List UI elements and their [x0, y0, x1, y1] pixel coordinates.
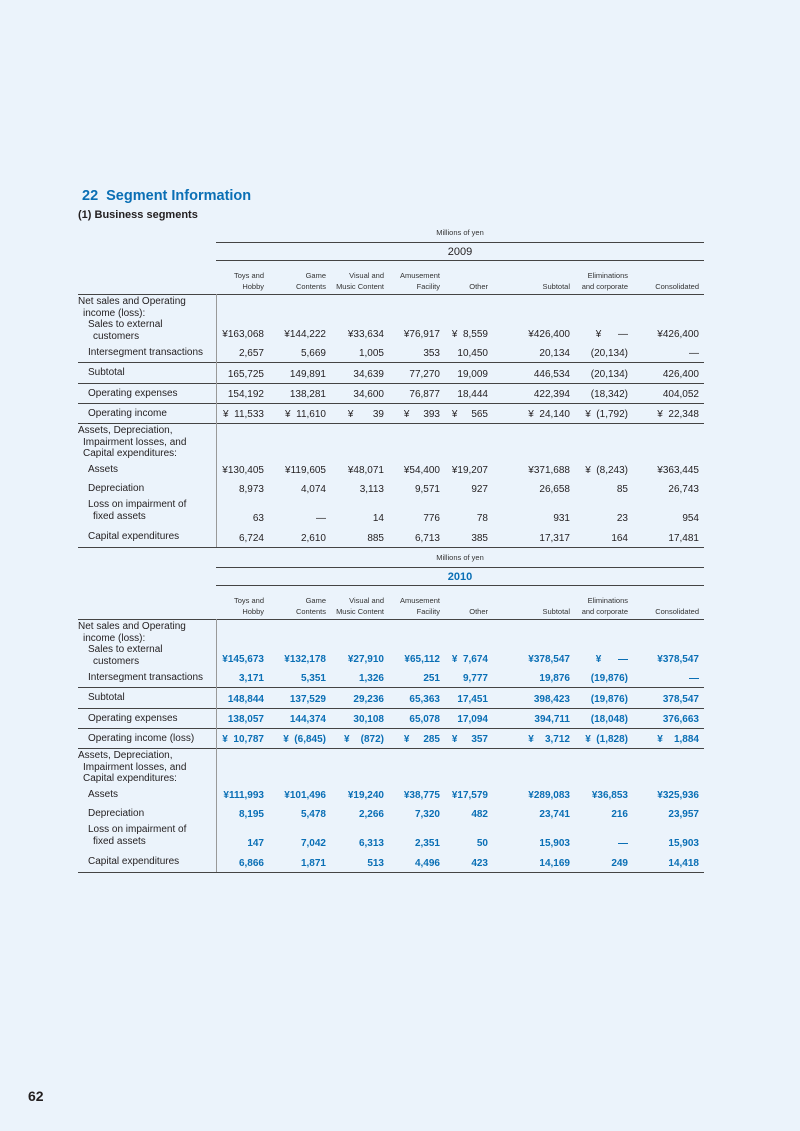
- table-cell: 446,534: [533, 369, 570, 380]
- row-label-line: Subtotal: [88, 692, 125, 703]
- table-cell: 927: [471, 484, 488, 495]
- row-label-line: Capital expenditures:: [83, 773, 177, 784]
- table-cell: 404,052: [662, 389, 699, 400]
- table-cell: 78: [476, 513, 488, 524]
- table-cell: 137,529: [289, 694, 326, 705]
- column-header-line: [542, 271, 570, 282]
- header-divider: [216, 294, 217, 547]
- row-label-line: income (loss):: [83, 632, 146, 644]
- table-cell: 2,266: [358, 809, 384, 820]
- table-cell: 147: [247, 838, 264, 849]
- table-cell: 15,903: [539, 838, 570, 849]
- page-number: 62: [28, 1088, 44, 1104]
- table-cell: 776: [423, 513, 440, 524]
- row-label: [78, 531, 214, 543]
- column-header-line: Contents: [295, 281, 326, 291]
- column-header: [234, 596, 264, 617]
- row-label: [78, 692, 214, 704]
- header-divider: [216, 619, 217, 872]
- table-cell: ¥54,400: [403, 465, 440, 476]
- row-label: [78, 425, 214, 460]
- table-cell: 423: [471, 858, 488, 869]
- table-cell: 138,281: [289, 389, 326, 400]
- table-cell: 10,450: [457, 348, 488, 359]
- table-cell: —: [316, 513, 326, 524]
- row-label-line: Net sales and Operating: [78, 621, 186, 632]
- table-row: [78, 460, 704, 479]
- column-header: [582, 271, 628, 292]
- row-label-line: income (loss):: [83, 307, 146, 319]
- table-row: [78, 479, 704, 498]
- row-label-line: Sales to external: [88, 319, 163, 330]
- row-label-line: Intersegment transactions: [88, 672, 204, 683]
- row-label: [78, 347, 214, 359]
- column-header-line: Music Content: [336, 281, 384, 291]
- table-cell: 138,057: [227, 714, 264, 725]
- table-cell: ¥ 39: [347, 409, 384, 420]
- table-cell: 513: [367, 858, 384, 869]
- table-cell: ¥378,547: [657, 654, 699, 665]
- table-cell: ¥48,071: [347, 465, 384, 476]
- table-cell: ¥325,936: [657, 790, 699, 801]
- section-heading: Segment Information: [106, 188, 252, 204]
- table-cell: 1,326: [358, 673, 384, 684]
- table-row: [78, 384, 704, 404]
- table-cell: (20,134): [590, 369, 628, 380]
- column-header: [469, 596, 488, 617]
- table-cell: (18,048): [590, 714, 628, 725]
- column-header: [400, 596, 440, 617]
- table-row: [78, 804, 704, 823]
- column-header-line: Facility: [416, 281, 440, 291]
- table-cell: (18,342): [590, 389, 628, 400]
- row-label-line: Capital expenditures: [88, 531, 180, 542]
- table-cell: 154,192: [227, 389, 264, 400]
- table-cell: ¥ 11,533: [223, 409, 264, 420]
- row-label-line: Sales to external: [88, 644, 163, 655]
- column-header-line: Visual and: [349, 596, 384, 605]
- table-cell: 30,108: [353, 714, 384, 725]
- row-label-line: customers: [93, 655, 140, 667]
- table-cell: 353: [423, 348, 440, 359]
- table-cell: ¥132,178: [284, 654, 326, 665]
- table-cell: ¥ 11,610: [285, 409, 326, 420]
- column-header-line: Game: [305, 271, 326, 280]
- table-cell: 251: [423, 673, 440, 684]
- units-label: Millions of yen: [436, 228, 484, 237]
- table-cell: ¥ (872): [343, 734, 384, 745]
- column-header-line: and corporate: [581, 606, 628, 616]
- table-cell: ¥ 393: [403, 409, 440, 420]
- column-header-line: [469, 271, 488, 282]
- column-header-line: Game: [305, 596, 326, 605]
- column-header-line: Amusement: [399, 271, 440, 280]
- table-cell: ¥ 7,674: [451, 654, 488, 665]
- table-row: [78, 785, 704, 804]
- row-label-line: Operating expenses: [88, 388, 178, 399]
- table-row: [78, 424, 704, 460]
- table-cell: 20,134: [539, 348, 570, 359]
- table-cell: ¥130,405: [222, 465, 264, 476]
- table-cell: —: [689, 348, 699, 359]
- column-header-line: Contents: [295, 606, 326, 616]
- table-cell: 376,663: [662, 714, 699, 725]
- table-body: [78, 294, 704, 548]
- table-cell: ¥363,445: [657, 465, 699, 476]
- column-header-line: Hobby: [242, 606, 264, 616]
- table-cell: 17,481: [668, 533, 699, 544]
- row-label-line: Impairment losses, and: [83, 761, 187, 773]
- table-cell: 6,713: [414, 533, 440, 544]
- row-label-line: Intersegment transactions: [88, 347, 204, 358]
- section-number: 22: [82, 188, 99, 204]
- table-cell: ¥ 8,559: [451, 329, 488, 340]
- table-cell: (19,876): [590, 694, 628, 705]
- table-cell: 65,363: [409, 694, 440, 705]
- table-cell: 6,724: [238, 533, 264, 544]
- row-label-line: Capital expenditures: [88, 856, 180, 867]
- table-cell: ¥289,083: [528, 790, 570, 801]
- column-header-line: Other: [469, 606, 488, 616]
- units-label: Millions of yen: [436, 553, 484, 562]
- table-cell: ¥ (8,243): [585, 465, 628, 476]
- column-header: [655, 271, 699, 292]
- table-row: [78, 823, 704, 852]
- table-cell: 29,236: [353, 694, 384, 705]
- row-label: [78, 367, 214, 379]
- column-header-line: Consolidated: [655, 281, 699, 291]
- row-label-line: Depreciation: [88, 808, 145, 819]
- table-cell: ¥19,240: [347, 790, 384, 801]
- table-cell: 17,094: [457, 714, 488, 725]
- table-cell: 216: [611, 809, 628, 820]
- row-label: [78, 621, 214, 667]
- table-cell: 931: [553, 513, 570, 524]
- row-label-line: Subtotal: [88, 367, 125, 378]
- table-cell: ¥36,853: [591, 790, 628, 801]
- table-cell: ¥ (1,828): [585, 734, 628, 745]
- table-row: [78, 343, 704, 363]
- table-row: [78, 295, 704, 343]
- table-cell: 8,195: [238, 809, 264, 820]
- table-cell: ¥ 285: [403, 734, 440, 745]
- table-cell: 385: [471, 533, 488, 544]
- row-label: [78, 408, 214, 420]
- column-header: [336, 596, 384, 617]
- table-cell: 398,423: [533, 694, 570, 705]
- table-cell: ¥144,222: [284, 329, 326, 340]
- column-header-line: Music Content: [336, 606, 384, 616]
- column-header-line: Amusement: [399, 596, 440, 605]
- table-cell: 2,351: [414, 838, 440, 849]
- table-cell: 65,078: [409, 714, 440, 725]
- table-row: [78, 363, 704, 384]
- table-cell: ¥ (1,792): [585, 409, 628, 420]
- row-label-line: customers: [93, 330, 140, 342]
- table-cell: 1,871: [300, 858, 326, 869]
- row-label-line: Assets, Depreciation,: [78, 425, 173, 436]
- table-cell: 149,891: [289, 369, 326, 380]
- table-cell: 26,658: [539, 484, 570, 495]
- row-label: [78, 824, 214, 847]
- table-body: [78, 619, 704, 873]
- table-cell: 5,669: [300, 348, 326, 359]
- subsection-title: (1) Business segments: [78, 209, 198, 221]
- table-cell: 17,317: [539, 533, 570, 544]
- row-label-line: Operating income: [88, 408, 167, 419]
- table-cell: ¥101,496: [284, 790, 326, 801]
- table-cell: ¥ —: [595, 654, 628, 665]
- table-cell: 2,657: [238, 348, 264, 359]
- table-cell: ¥426,400: [657, 329, 699, 340]
- table-cell: 63: [252, 513, 264, 524]
- column-header-line: [469, 596, 488, 607]
- table-cell: ¥ 24,140: [528, 409, 570, 420]
- table-cell: ¥65,112: [404, 654, 440, 665]
- table-cell: —: [689, 673, 699, 684]
- column-header-line: Consolidated: [655, 606, 699, 616]
- table-cell: ¥ 22,348: [657, 409, 699, 420]
- table-cell: 2,610: [300, 533, 326, 544]
- column-header-line: Subtotal: [542, 281, 570, 291]
- year-top-rule: [216, 242, 704, 243]
- table-cell: ¥33,634: [347, 329, 384, 340]
- table-row: [78, 852, 704, 873]
- row-label: [78, 713, 214, 725]
- table-row: [78, 688, 704, 709]
- table-cell: 14: [372, 513, 384, 524]
- table-cell: 4,496: [414, 858, 440, 869]
- row-label: [78, 750, 214, 785]
- column-header: [542, 596, 570, 617]
- table-cell: ¥426,400: [528, 329, 570, 340]
- row-label-line: fixed assets: [93, 835, 146, 847]
- table-cell: 34,639: [353, 369, 384, 380]
- row-label: [78, 483, 214, 495]
- table-cell: 5,478: [300, 809, 326, 820]
- table-cell: 76,877: [409, 389, 440, 400]
- year-bottom-rule: [216, 260, 704, 261]
- year-header: 2009: [447, 246, 473, 258]
- row-label: [78, 672, 214, 684]
- column-header: [542, 271, 570, 292]
- table-row: [78, 404, 704, 424]
- column-header: [234, 271, 264, 292]
- table-cell: ¥19,207: [451, 465, 488, 476]
- column-header: [400, 271, 440, 292]
- row-label-line: Operating expenses: [88, 713, 178, 724]
- table-cell: 3,113: [359, 484, 384, 495]
- row-label: [78, 856, 214, 868]
- table-cell: (20,134): [590, 348, 628, 359]
- table-cell: 26,743: [668, 484, 699, 495]
- table-cell: 18,444: [457, 389, 488, 400]
- row-label: [78, 789, 214, 801]
- table-row: [78, 527, 704, 548]
- column-header: [655, 596, 699, 617]
- table-row: [78, 709, 704, 729]
- row-label-line: Operating income (loss): [88, 733, 195, 744]
- table-row: [78, 498, 704, 527]
- table-cell: ¥38,775: [403, 790, 440, 801]
- table-cell: 885: [367, 533, 384, 544]
- row-label-line: Assets: [88, 789, 119, 800]
- table-cell: 77,270: [409, 369, 440, 380]
- column-header-line: Facility: [416, 606, 440, 616]
- table-row: [78, 668, 704, 688]
- table-cell: (19,876): [590, 673, 628, 684]
- column-header-line: and corporate: [581, 281, 628, 291]
- table-cell: 19,876: [539, 673, 570, 684]
- table-cell: 23,741: [539, 809, 570, 820]
- column-header: [296, 271, 326, 292]
- table-cell: 164: [611, 533, 628, 544]
- row-label: [78, 388, 214, 400]
- column-header: [582, 596, 628, 617]
- column-header-line: [542, 596, 570, 607]
- row-label-line: Loss on impairment of: [88, 499, 187, 510]
- table-cell: 9,571: [414, 484, 440, 495]
- row-label-line: fixed assets: [93, 510, 146, 522]
- table-cell: 144,374: [289, 714, 326, 725]
- table-cell: 50: [476, 838, 488, 849]
- table-cell: 6,313: [358, 838, 384, 849]
- table-cell: 422,394: [533, 389, 570, 400]
- column-header: [336, 271, 384, 292]
- table-cell: 34,600: [353, 389, 384, 400]
- table-cell: ¥163,068: [222, 329, 264, 340]
- row-label: [78, 808, 214, 820]
- table-cell: ¥27,910: [347, 654, 384, 665]
- table-cell: 14,169: [539, 858, 570, 869]
- table-cell: ¥ (6,845): [283, 734, 326, 745]
- column-header-line: Toys and: [233, 596, 264, 605]
- table-cell: 14,418: [668, 858, 699, 869]
- year-top-rule: [216, 567, 704, 568]
- table-cell: ¥ 3,712: [528, 734, 570, 745]
- table-cell: 165,725: [227, 369, 264, 380]
- row-label-line: Assets, Depreciation,: [78, 750, 173, 761]
- row-label: [78, 464, 214, 476]
- table-cell: 3,171: [238, 673, 264, 684]
- column-header-line: Eliminations: [587, 596, 628, 605]
- table-cell: 23,957: [668, 809, 699, 820]
- table-cell: 482: [471, 809, 488, 820]
- table-cell: 394,711: [534, 714, 570, 725]
- row-label: [78, 733, 214, 745]
- table-cell: 23: [616, 513, 628, 524]
- row-label: [78, 499, 214, 522]
- column-header-line: Eliminations: [587, 271, 628, 280]
- table-cell: ¥ 1,884: [657, 734, 699, 745]
- table-cell: ¥ —: [595, 329, 628, 340]
- table-cell: 6,866: [238, 858, 264, 869]
- row-label-line: Assets: [88, 464, 119, 475]
- row-label-line: Depreciation: [88, 483, 145, 494]
- table-cell: 148,844: [227, 694, 264, 705]
- column-header: [296, 596, 326, 617]
- table-cell: 249: [611, 858, 628, 869]
- table-cell: 5,351: [300, 673, 326, 684]
- table-cell: ¥ 357: [451, 734, 488, 745]
- table-cell: 85: [616, 484, 628, 495]
- year-bottom-rule: [216, 585, 704, 586]
- table-cell: ¥ 565: [451, 409, 488, 420]
- table-cell: ¥17,579: [451, 790, 488, 801]
- column-header-line: Hobby: [242, 281, 264, 291]
- table-row: [78, 620, 704, 668]
- table-cell: ¥119,605: [285, 465, 326, 476]
- column-header-line: [655, 596, 699, 607]
- column-header-line: Subtotal: [542, 606, 570, 616]
- row-label-line: Impairment losses, and: [83, 436, 187, 448]
- table-cell: 4,074: [300, 484, 326, 495]
- table-cell: —: [618, 838, 628, 849]
- table-cell: 7,320: [414, 809, 440, 820]
- column-header-line: Visual and: [349, 271, 384, 280]
- row-label-line: Capital expenditures:: [83, 448, 177, 459]
- table-cell: ¥ 10,787: [222, 734, 264, 745]
- table-cell: ¥378,547: [528, 654, 570, 665]
- table-row: [78, 749, 704, 785]
- column-header-line: [655, 271, 699, 282]
- table-cell: 426,400: [662, 369, 699, 380]
- table-cell: 15,903: [668, 838, 699, 849]
- table-cell: 19,009: [457, 369, 488, 380]
- column-header: [469, 271, 488, 292]
- table-cell: 1,005: [358, 348, 384, 359]
- table-cell: ¥76,917: [403, 329, 440, 340]
- section-title: [82, 188, 251, 204]
- table-cell: 9,777: [462, 673, 488, 684]
- table-cell: 378,547: [662, 694, 699, 705]
- table-cell: ¥111,993: [223, 790, 264, 801]
- column-header-line: Toys and: [233, 271, 264, 280]
- row-label-line: Net sales and Operating: [78, 296, 186, 307]
- table-cell: 17,451: [457, 694, 488, 705]
- table-cell: ¥145,673: [222, 654, 264, 665]
- table-row: [78, 729, 704, 749]
- row-label: [78, 296, 214, 342]
- row-label-line: Loss on impairment of: [88, 824, 187, 835]
- table-cell: 8,973: [238, 484, 264, 495]
- column-header-line: Other: [469, 281, 488, 291]
- table-cell: 954: [682, 513, 699, 524]
- year-header: 2010: [447, 571, 473, 583]
- table-cell: ¥371,688: [528, 465, 570, 476]
- table-cell: 7,042: [300, 838, 326, 849]
